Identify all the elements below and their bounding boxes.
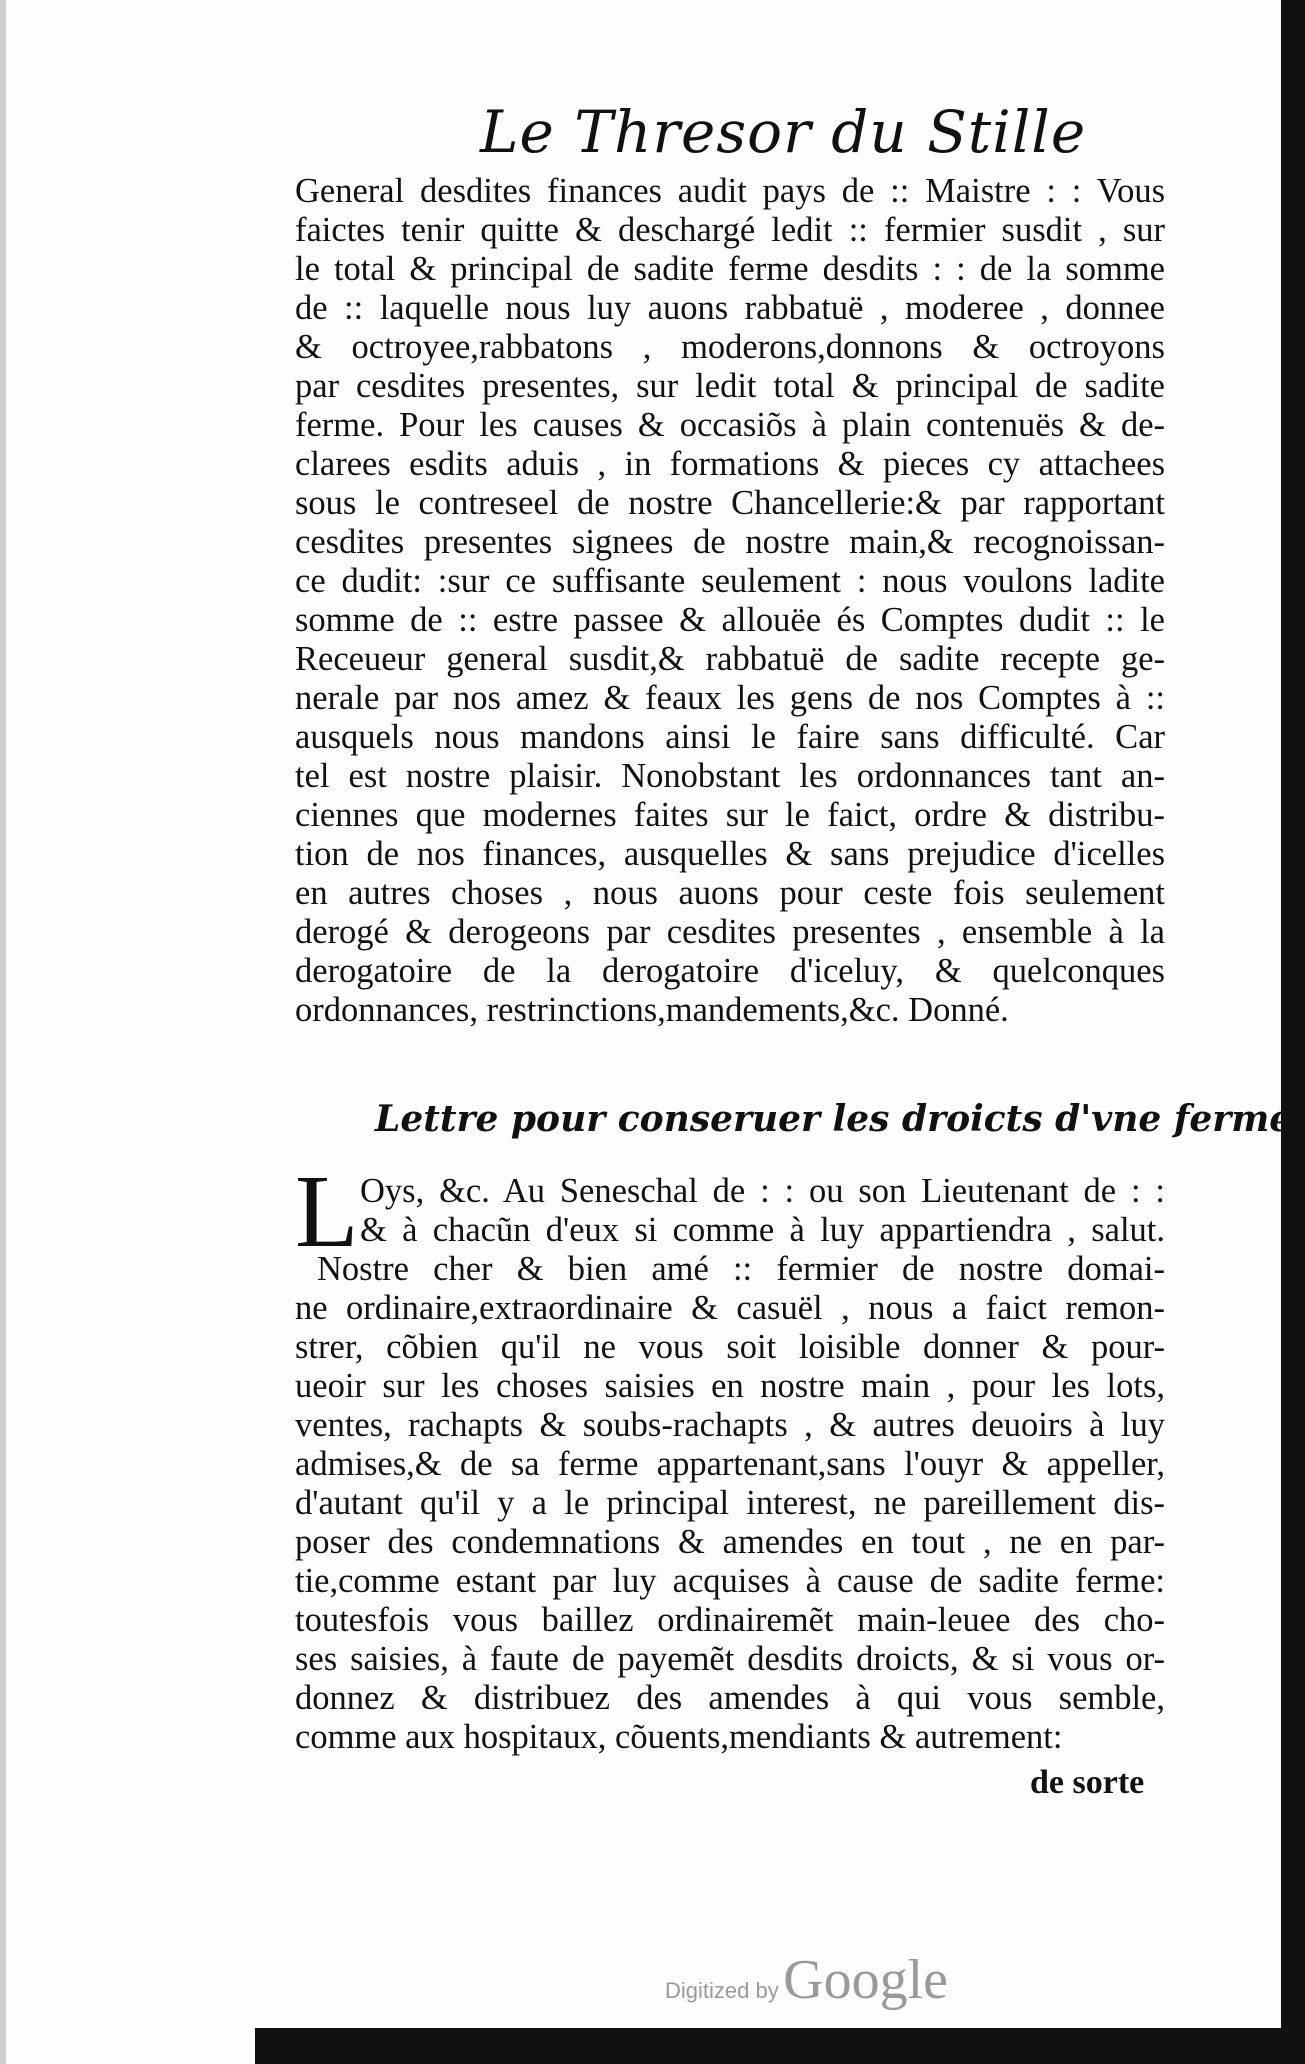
text-line: sous le contreseel de nostre Chancellerie:& par rapportant (295, 484, 1165, 522)
text-line: Receueur general susdit,& rabbatuë de sadite recepte ge- (295, 640, 1165, 678)
text-line: ce dudit: :sur ce suffisante seulement : nous voulons ladite (295, 562, 1165, 600)
text-line: donnez & distribuez des amendes à qui vous semble, (295, 1679, 1165, 1717)
text-line: ordonnances, restrinctions,mandements,&c. Donné. (295, 991, 1009, 1029)
text-line: ne ordinaire,extraordinaire & casuël , nous a faict remon- (295, 1289, 1165, 1327)
text-line: ausquels nous mandons ainsi le faire sans difficulté. Car (295, 718, 1165, 756)
google-logo: Google (783, 1949, 949, 2011)
text-line: poser des condemnations & amendes en tout , ne en par- (295, 1523, 1165, 1561)
text-line: ueoir sur les choses saisies en nostre main , pour les lots, (295, 1367, 1165, 1405)
text-line: ses saisies, à faute de payemẽt desdits droicts, & si vous or- (295, 1640, 1165, 1678)
text-line: ferme. Pour les causes & occasiõs à plain contenuës & de- (295, 406, 1165, 444)
text-line: Oys, &c. Au Seneschal de : : ou son Lieutenant de : : (360, 1172, 1165, 1210)
scan-border-right (1281, 0, 1305, 2064)
text-line: toutesfois vous baillez ordinairemẽt main-leuee des cho- (295, 1601, 1165, 1639)
text-line: d'autant qu'il y a le principal interest, ne pareillement dis- (295, 1484, 1165, 1522)
page-left-edge (0, 0, 6, 2064)
drop-cap: L (295, 1154, 359, 1269)
text-line: admises,& de sa ferme appartenant,sans l'ouyr & appeller, (295, 1445, 1165, 1483)
text-line: clarees esdits aduis , in formations & pieces cy attachees (295, 445, 1165, 483)
text-line: derogé & derogeons par cesdites presentes , ensemble à la (295, 913, 1165, 951)
text-line: & à chacũn d'eux si comme à luy appartiendra , salut. (360, 1211, 1165, 1249)
digitized-watermark (665, 1948, 948, 2012)
text-line: le total & principal de sadite ferme desdits : : de la somme (295, 250, 1165, 288)
text-line: de :: laquelle nous luy auons rabbatuë , moderee , donnee (295, 289, 1165, 327)
watermark-prefix: Digitized by (665, 1978, 779, 2003)
text-line: General desdites finances audit pays de :: Maistre : : Vous (295, 172, 1165, 210)
text-line: en autres choses , nous auons pour ceste fois seulement (295, 874, 1165, 912)
text-line: somme de :: estre passee & allouëe és Comptes dudit :: le (295, 601, 1165, 639)
scan-border-bottom (255, 2028, 1305, 2064)
letter-body (295, 1154, 1165, 1757)
text-line: ciennes que modernes faites sur le faict, ordre & distribu- (295, 796, 1165, 834)
text-line: comme aux hospitaux, cõuents,mendiants & autrement: (295, 1718, 1063, 1756)
text-line: faictes tenir quitte & deschargé ledit :: fermier susdit , sur (295, 211, 1165, 249)
text-line: strer, cõbien qu'il ne vous soit loisible donner & pour- (295, 1328, 1165, 1366)
text-line: & octroyee,rabbatons , moderons,donnons & octroyons (295, 328, 1165, 366)
text-line: tel est nostre plaisir. Nonobstant les ordonnances tant an- (295, 757, 1165, 795)
text-line: cesdites presentes signees de nostre main,& recognoissan- (295, 523, 1165, 561)
letter-body-continued (295, 172, 1165, 1030)
catchword: de sorte (1030, 1764, 1145, 1801)
text-line: ventes, rachapts & soubs-rachapts , & autres deuoirs à luy (295, 1406, 1165, 1444)
text-line: nerale par nos amez & feaux les gens de nos Comptes à :: (295, 679, 1165, 717)
text-line: tion de nos finances, ausquelles & sans prejudice d'icelles (295, 835, 1165, 873)
running-header: Le Thresor du Stille (480, 98, 1087, 166)
text-line: par cesdites presentes, sur ledit total & principal de sadite (295, 367, 1165, 405)
text-line: derogatoire de la derogatoire d'iceluy, & quelconques (295, 952, 1165, 990)
text-line: tie,comme estant par luy acquises à cause de sadite ferme: (295, 1562, 1165, 1600)
section-title: Lettre pour conseruer les droicts d'vne ferme. (375, 1098, 1305, 1140)
text-line: Nostre cher & bien amé :: fermier de nostre domai- (317, 1250, 1165, 1288)
